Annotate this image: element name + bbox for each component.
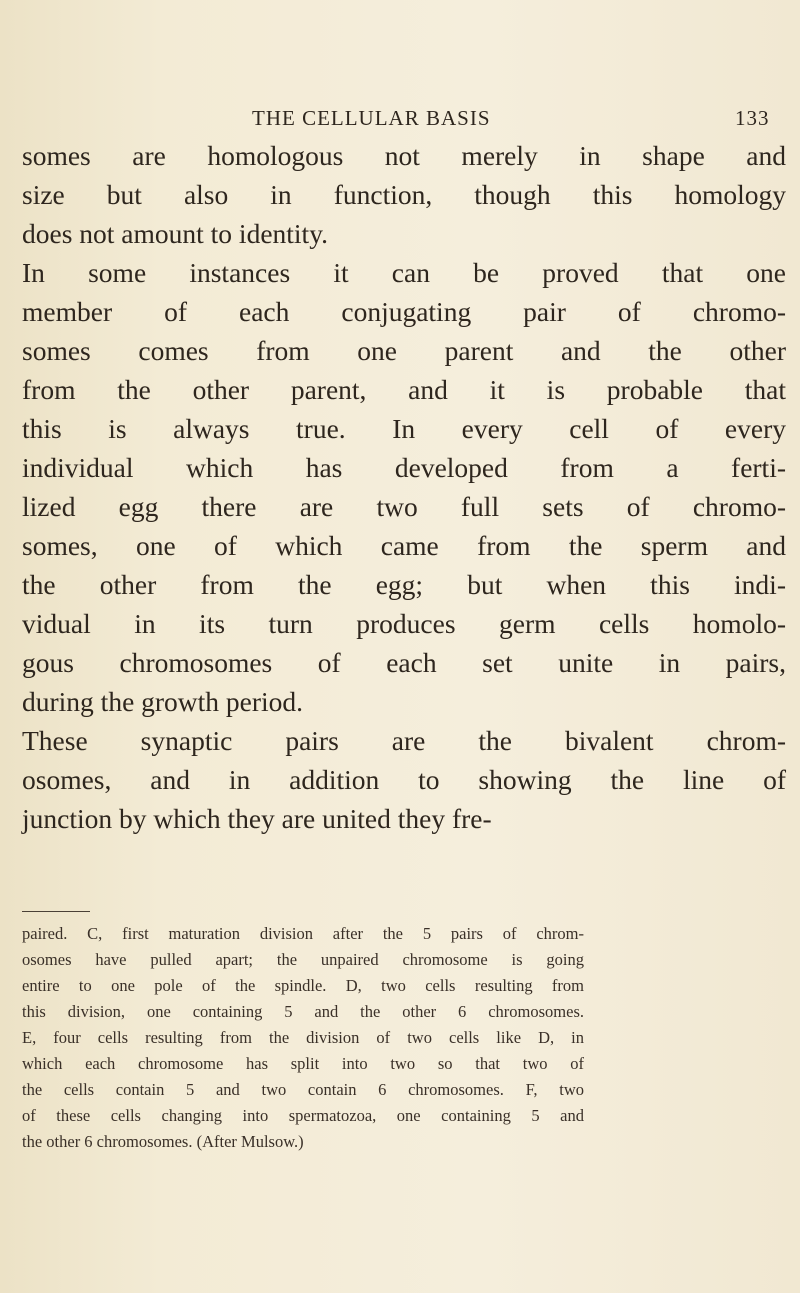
text-line: vidual in its turn produces germ cells homolo- [22, 608, 786, 639]
footnote-rule [22, 911, 90, 912]
text-line: does not amount to identity. [22, 218, 329, 249]
text-line: lized egg there are two full sets of chromo- [22, 491, 786, 522]
text-line: during the growth period. [22, 686, 304, 717]
text-line: somes comes from one parent and the other [22, 335, 786, 366]
text-line: junction by which they are united they fre- [22, 803, 492, 834]
footnote-line: osomes have pulled apart; the unpaired chromosome is going [22, 950, 584, 969]
text-line: In some instances it can be proved that one [22, 257, 786, 288]
footnote-line: entire to one pole of the spindle. D, two cells resulting from [22, 976, 584, 995]
text-line: These synaptic pairs are the bivalent chrom- [22, 725, 786, 756]
footnote-line: which each chromosome has split into two so that two of [22, 1054, 584, 1073]
text-line: member of each conjugating pair of chromo- [22, 296, 786, 327]
footnote-line: paired. C, first maturation division after the 5 pairs of chrom- [22, 924, 584, 943]
body-text [22, 136, 786, 838]
running-title: THE CELLULAR BASIS [252, 106, 491, 130]
text-line: individual which has developed from a ferti- [22, 452, 786, 483]
text-line: the other from the egg; but when this indi- [22, 569, 786, 600]
text-line: somes, one of which came from the sperm and [22, 530, 786, 561]
footnote-line: the other 6 chromosomes. (After Mulsow.) [22, 1132, 304, 1151]
figure-caption-continuation [22, 921, 584, 1155]
footnote-line: the cells contain 5 and two contain 6 chromosomes. F, two [22, 1080, 584, 1099]
text-line: from the other parent, and it is probable that [22, 374, 786, 405]
text-line: this is always true. In every cell of every [22, 413, 786, 444]
footnote-line: of these cells changing into spermatozoa, one containing 5 and [22, 1106, 584, 1125]
footnote-line: this division, one containing 5 and the other 6 chromosomes. [22, 1002, 584, 1021]
running-header [0, 106, 800, 136]
text-line: somes are homologous not merely in shape and [22, 140, 786, 171]
page-number: 133 [735, 106, 770, 130]
text-line: gous chromosomes of each set unite in pairs, [22, 647, 786, 678]
footnote-line: E, four cells resulting from the division of two cells like D, in [22, 1028, 584, 1047]
text-line: osomes, and in addition to showing the line of [22, 764, 786, 795]
text-line: size but also in function, though this homology [22, 179, 786, 210]
